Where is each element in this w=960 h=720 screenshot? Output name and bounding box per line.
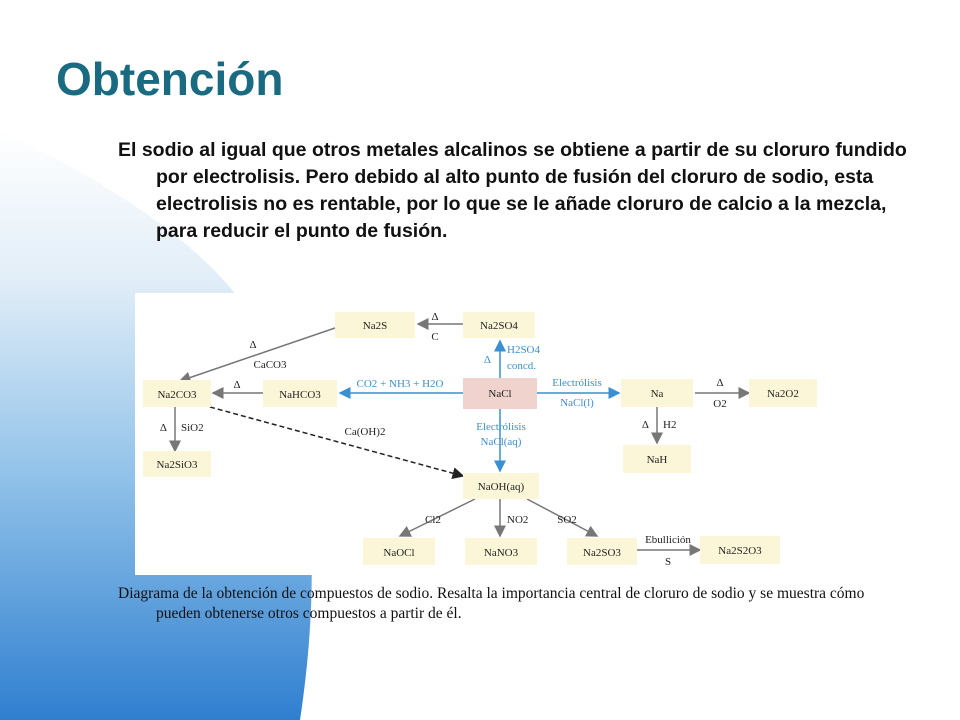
label-co2-nh3-h2o: CO2 + NH3 + H2O xyxy=(356,378,444,390)
svg-text:Na2SiO3: Na2SiO3 xyxy=(156,459,198,471)
label-h2so4: H2SO4 xyxy=(507,344,541,356)
label-caco3: CaCO3 xyxy=(253,359,287,371)
label-so2: SO2 xyxy=(557,514,577,526)
box-naocl xyxy=(363,538,435,565)
label-delta-sio2: Δ xyxy=(159,422,167,434)
label-delta-nahco3: Δ xyxy=(233,379,241,391)
box-na2so4 xyxy=(463,312,535,338)
svg-text:Na2O2: Na2O2 xyxy=(767,388,799,400)
label-h2: H2 xyxy=(663,419,677,431)
label-o2: O2 xyxy=(713,398,727,410)
svg-text:NaH: NaH xyxy=(646,454,668,466)
svg-text:NaHCO3: NaHCO3 xyxy=(279,389,321,401)
label-delta-h2so4: Δ xyxy=(483,354,491,366)
svg-text:Na2SO3: Na2SO3 xyxy=(583,547,621,559)
box-na2s2o3 xyxy=(700,536,780,564)
box-nacl xyxy=(463,378,537,409)
box-na2o2 xyxy=(749,379,817,407)
label-delta-h2: Δ xyxy=(641,419,649,431)
box-na xyxy=(621,379,693,407)
body-paragraph: El sodio al igual que otros metales alcalinos se obtiene a partir de su cloruro fundido por electrolisis. Pero debido al alto punto de fusión del cloruro de sodio, esta electrolisis no es rentable, por lo que se le añade cloruro de calcio a la mezcla, para reducir el punto de fusión. xyxy=(118,139,907,242)
box-naoh xyxy=(463,473,539,499)
label-concd: concd. xyxy=(507,360,537,372)
svg-text:Na2SO4: Na2SO4 xyxy=(480,320,518,332)
svg-text:NaOCl: NaOCl xyxy=(383,547,415,559)
svg-text:NaNO3: NaNO3 xyxy=(483,547,519,559)
box-nahco3 xyxy=(263,380,337,407)
box-na2co3 xyxy=(143,380,211,407)
box-na2so3 xyxy=(567,538,637,565)
box-na2sio3 xyxy=(143,451,211,477)
label-nacl-l: NaCl(l) xyxy=(560,397,594,409)
label-delta-na2o2: Δ xyxy=(716,377,724,389)
box-nah xyxy=(623,445,691,473)
label-cl2: Cl2 xyxy=(425,514,441,526)
label-no2: NO2 xyxy=(507,514,529,526)
label-s: S xyxy=(664,556,672,568)
label-delta-na2s: Δ xyxy=(431,311,439,323)
box-na2s xyxy=(335,312,415,338)
label-sio2: SiO2 xyxy=(181,422,204,434)
box-nano3 xyxy=(465,538,537,565)
svg-text:Na2S: Na2S xyxy=(362,320,388,332)
label-electrolisis-l: Electrólisis xyxy=(552,377,602,389)
label-ebullicion: Ebullición xyxy=(645,534,691,546)
diagram-caption: Diagrama de la obtención de compuestos de sodio. Resalta la importancia central de cloruro de sodio y se muestra cómo pueden obtenerse otros compuestos a partir de él. xyxy=(118,585,865,622)
sodium-compounds-diagram xyxy=(135,293,845,575)
label-nacl-aq: NaCl(aq) xyxy=(480,436,522,448)
svg-text:NaOH(aq): NaOH(aq) xyxy=(477,481,525,493)
svg-text:NaCl: NaCl xyxy=(488,388,512,400)
label-caoh2: Ca(OH)2 xyxy=(344,426,386,438)
svg-text:Na2S2O3: Na2S2O3 xyxy=(718,545,762,557)
label-c: C xyxy=(431,331,439,343)
label-delta-caco3: Δ xyxy=(249,339,257,351)
label-electrolisis-aq: Electrólisis xyxy=(476,421,526,433)
svg-text:Na: Na xyxy=(650,388,664,400)
svg-text:Na2CO3: Na2CO3 xyxy=(157,389,197,401)
slide-title: Obtención xyxy=(56,53,284,105)
